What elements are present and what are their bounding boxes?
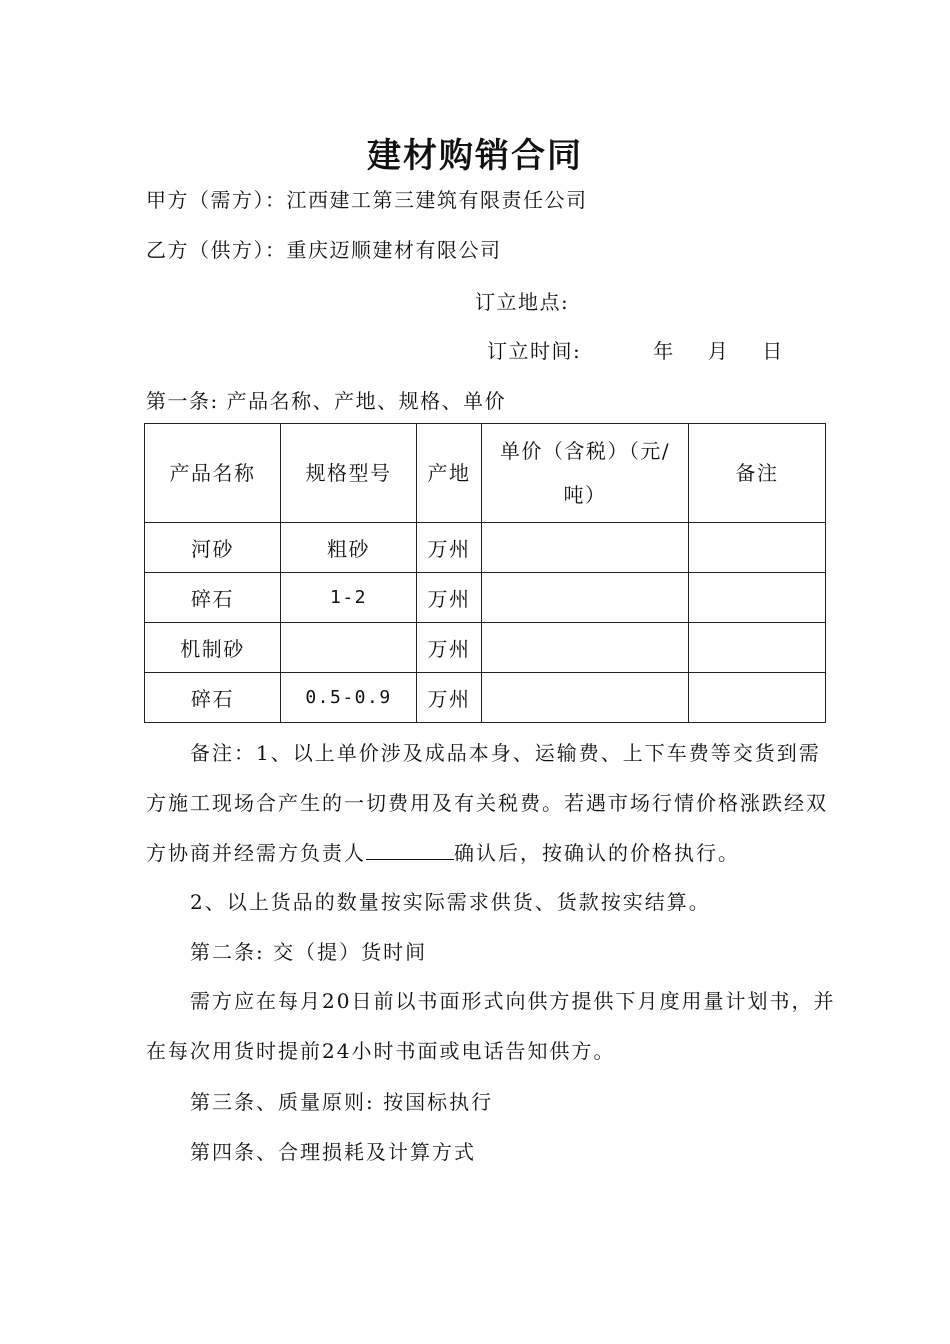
signature-blank[interactable] bbox=[366, 841, 454, 860]
cell-remark bbox=[689, 673, 826, 723]
note-1-text: 备注：1、以上单价涉及成品本身、运输费、上下车费等交货到需方施工现场合产生的一切费用及有关税费。若遇市场行情价格涨跌经双方协商并经需方负责人 bbox=[146, 741, 828, 865]
article2-title: 第二条: 交（提）货时间 bbox=[190, 940, 428, 964]
cell-remark bbox=[689, 623, 826, 673]
article1-title: 第一条: 产品名称、产地、规格、单价 bbox=[146, 389, 507, 413]
note-1-text-end: 确认后，按确认的价格执行。 bbox=[454, 841, 740, 865]
cell-spec bbox=[281, 623, 417, 673]
cell-product: 碎石 bbox=[145, 573, 281, 623]
cell-product: 机制砂 bbox=[145, 623, 281, 673]
table-row bbox=[145, 523, 826, 573]
article3: 第三条、质量原则: 按国标执行 bbox=[190, 1090, 494, 1114]
cell-origin: 万州 bbox=[417, 573, 482, 623]
header-origin: 产地 bbox=[417, 424, 482, 523]
sign-time-label: 订立时间: bbox=[487, 339, 582, 363]
party-a: 甲方（需方）：江西建工第三建筑有限责任公司 bbox=[146, 188, 588, 212]
cell-product: 河砂 bbox=[145, 523, 281, 573]
cell-price bbox=[482, 673, 689, 723]
table-row bbox=[145, 573, 826, 623]
note-1 bbox=[146, 728, 836, 878]
cell-remark bbox=[689, 573, 826, 623]
header-unit-price: 单价（含税）（元/吨） bbox=[482, 424, 689, 523]
cell-origin: 万州 bbox=[417, 673, 482, 723]
cell-spec: 0.5-0.9 bbox=[281, 673, 417, 723]
cell-price bbox=[482, 623, 689, 673]
article4: 第四条、合理损耗及计算方式 bbox=[190, 1140, 476, 1164]
header-remark: 备注 bbox=[689, 424, 826, 523]
table-row bbox=[145, 623, 826, 673]
cell-spec: 粗砂 bbox=[281, 523, 417, 573]
table-header-row bbox=[145, 424, 826, 523]
contract-title: 建材购销合同 bbox=[367, 136, 583, 176]
cell-price bbox=[482, 523, 689, 573]
cell-product: 碎石 bbox=[145, 673, 281, 723]
note-2: 2、以上货品的数量按实际需求供货、货款按实结算。 bbox=[190, 890, 711, 914]
cell-price bbox=[482, 573, 689, 623]
cell-origin: 万州 bbox=[417, 523, 482, 573]
cell-spec: 1-2 bbox=[281, 573, 417, 623]
table-row bbox=[145, 673, 826, 723]
product-table bbox=[144, 423, 826, 723]
party-b: 乙方（供方）：重庆迈顺建材有限公司 bbox=[146, 238, 502, 262]
sign-time-day: 日 bbox=[762, 339, 784, 363]
sign-place: 订立地点: bbox=[475, 290, 570, 314]
sign-time-year: 年 bbox=[653, 339, 675, 363]
header-spec: 规格型号 bbox=[281, 424, 417, 523]
cell-origin: 万州 bbox=[417, 623, 482, 673]
sign-time-month: 月 bbox=[707, 339, 730, 363]
header-product-name: 产品名称 bbox=[145, 424, 281, 523]
cell-remark bbox=[689, 523, 826, 573]
sign-time bbox=[487, 337, 784, 365]
article2-body: 需方应在每月20日前以书面形式向供方提供下月度用量计划书，并在每次用货时提前24小时书面或电话告知供方。 bbox=[146, 989, 836, 1063]
